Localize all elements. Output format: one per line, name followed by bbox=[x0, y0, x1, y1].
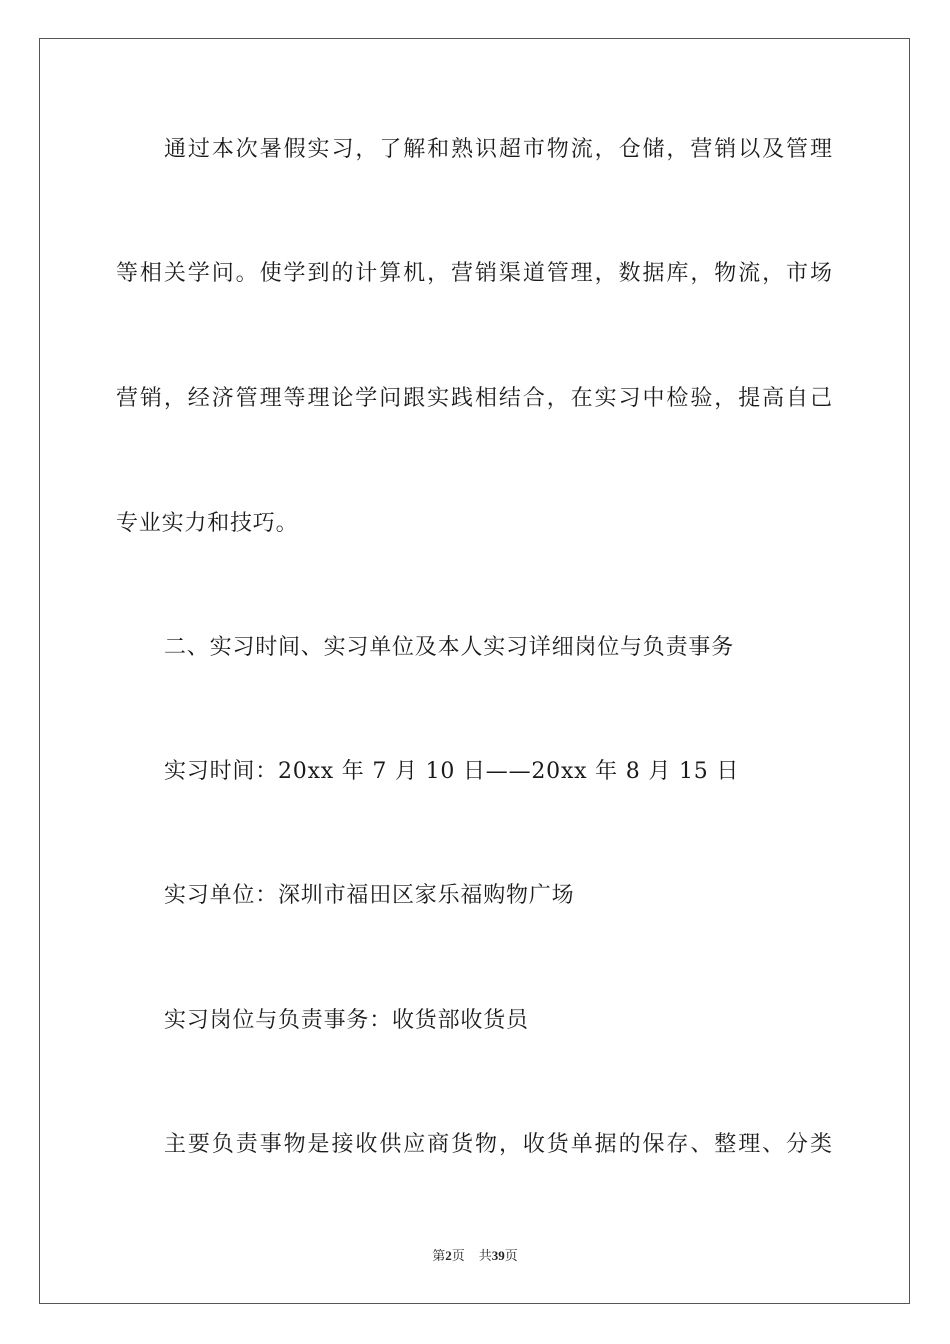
paragraph-line-1: 通过本次暑假实习，了解和熟识超市物流，仓储，营销以及管理 bbox=[164, 137, 832, 162]
duties-line: 主要负责事物是接收供应商货物，收货单据的保存、整理、分类 bbox=[164, 1132, 832, 1157]
paragraph-line-3: 营销，经济管理等理论学问跟实践相结合，在实习中检验，提高自己 bbox=[116, 386, 832, 411]
internship-position: 实习岗位与负责事务：收货部收货员 bbox=[164, 1008, 529, 1033]
footer-total-suffix: 页 bbox=[504, 1248, 518, 1263]
page-frame bbox=[39, 38, 910, 1304]
footer-page-suffix: 页 bbox=[451, 1248, 465, 1263]
page-footer bbox=[0, 1248, 950, 1264]
footer-page-total: 39 bbox=[491, 1248, 505, 1263]
footer-page-prefix: 第 bbox=[432, 1248, 446, 1263]
paragraph-line-4: 专业实力和技巧。 bbox=[116, 511, 299, 536]
footer-total-prefix: 共 bbox=[478, 1248, 492, 1263]
section-heading: 二、实习时间、实习单位及本人实习详细岗位与负责事务 bbox=[164, 635, 735, 660]
footer-page-current: 2 bbox=[445, 1248, 452, 1263]
internship-time: 实习时间：20xx 年 7 月 10 日——20xx 年 8 月 15 日 bbox=[164, 759, 740, 784]
paragraph-line-2: 等相关学问。使学到的计算机，营销渠道管理，数据库，物流，市场 bbox=[116, 261, 832, 286]
internship-unit: 实习单位：深圳市福田区家乐福购物广场 bbox=[164, 883, 575, 908]
